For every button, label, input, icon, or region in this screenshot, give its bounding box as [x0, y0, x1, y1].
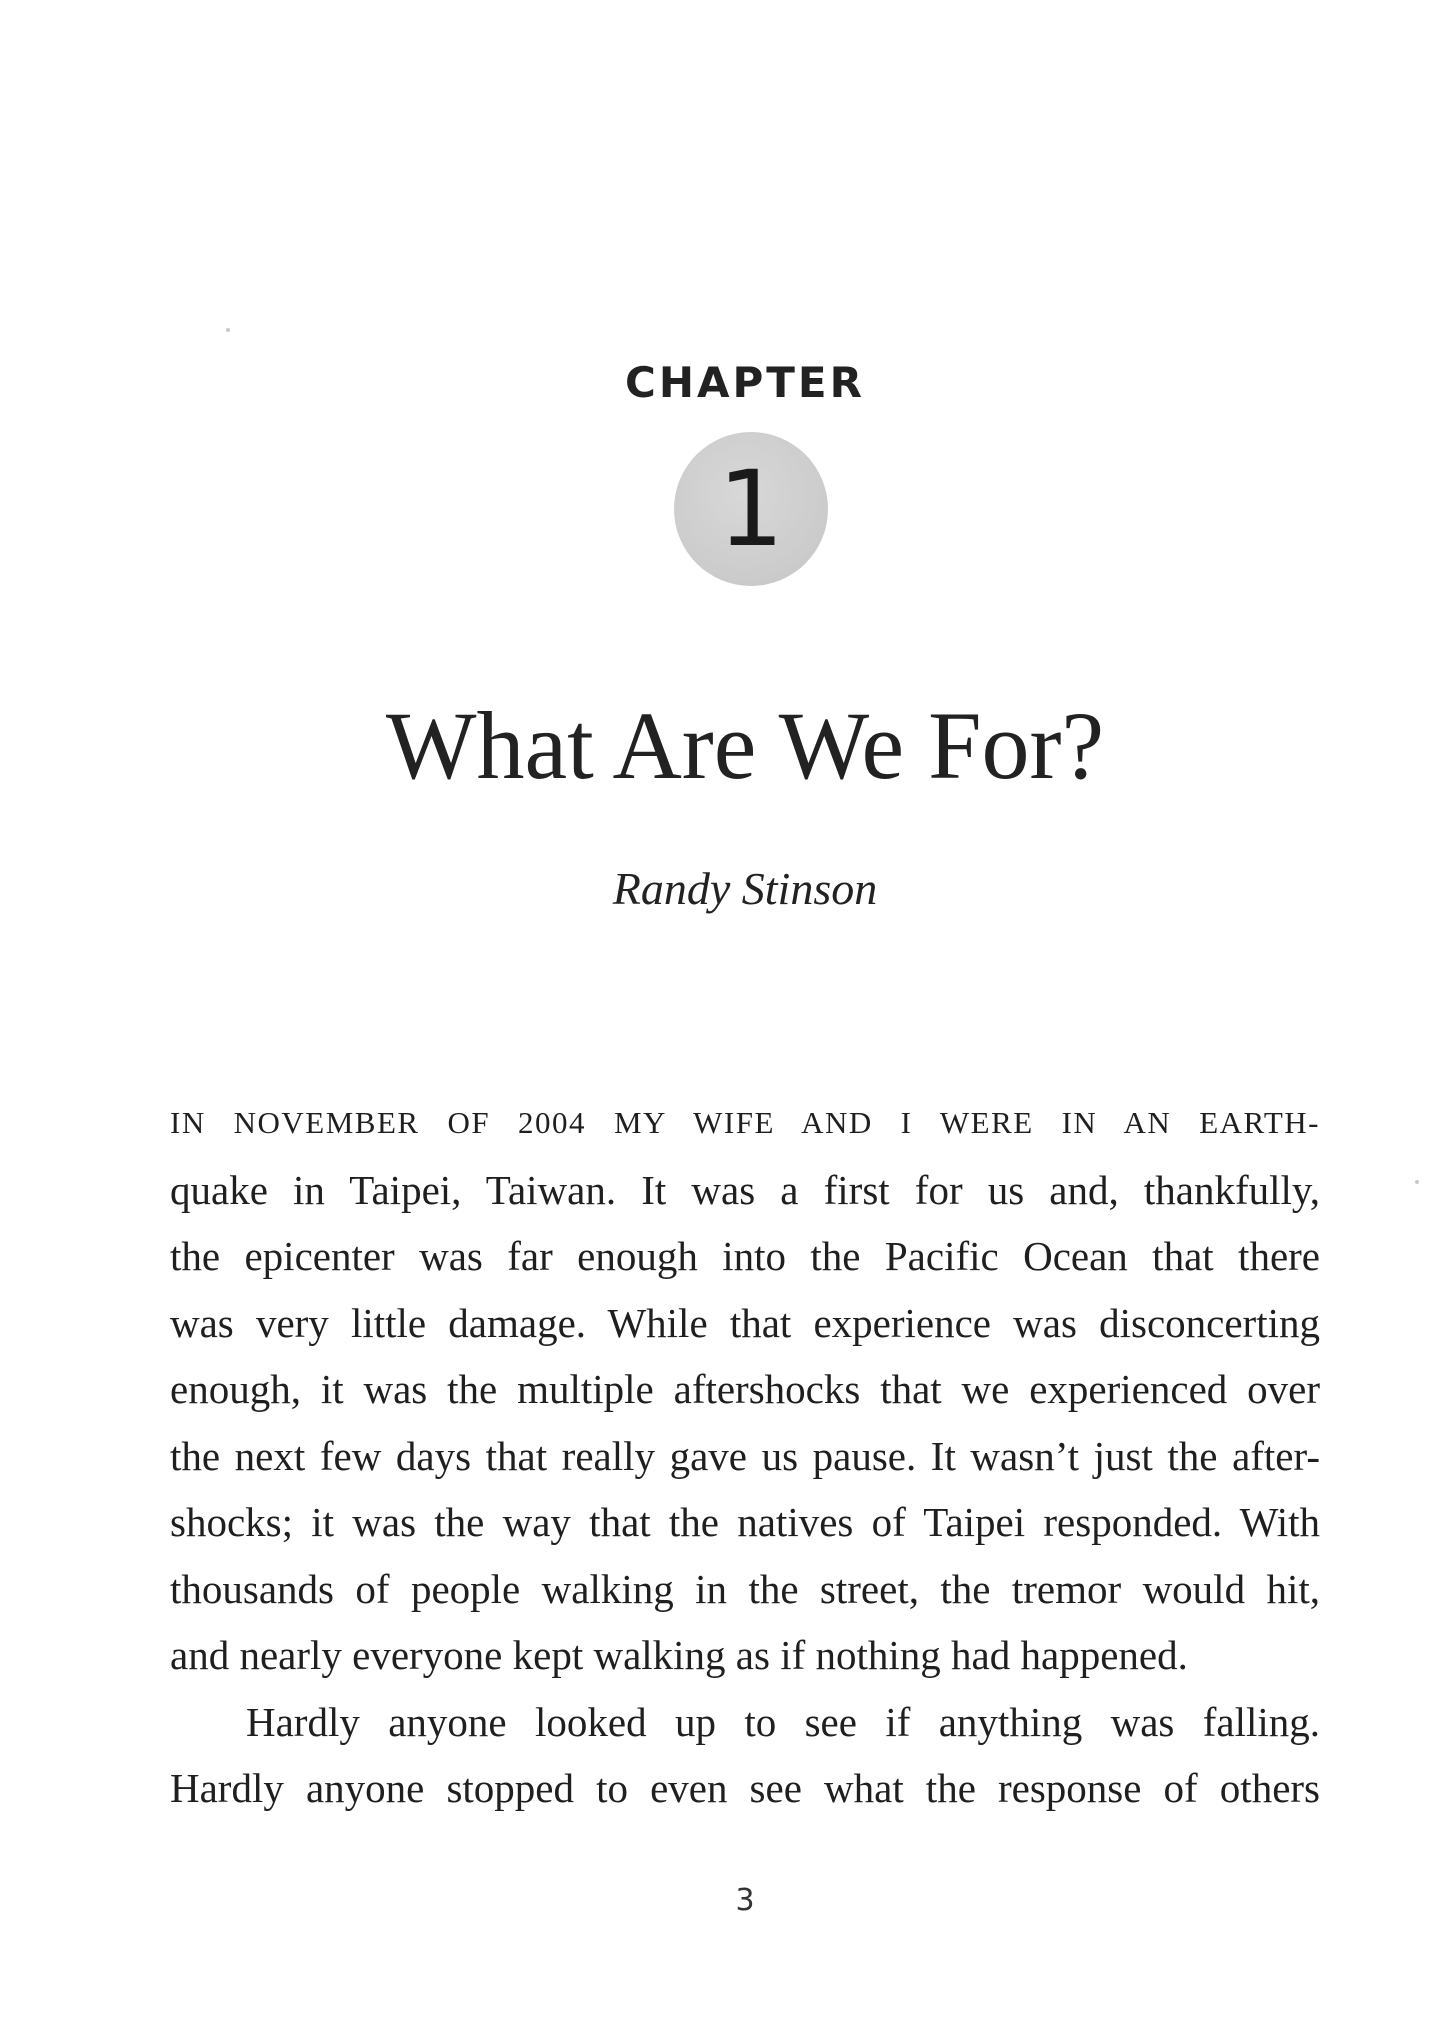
text-line: and nearly everyone kept walking as if nothing had happened.: [170, 1632, 1188, 1678]
text-line: quake in Taipei, Taiwan. It was a first for us and, thankfully,: [170, 1166, 1320, 1213]
text-line: enough, it was the multiple aftershocks that we experienced over: [170, 1366, 1320, 1412]
paragraph: [170, 1689, 1320, 1822]
text-line: thousands of people walking in the street, the tremor would hit,: [170, 1565, 1320, 1612]
text-line: shocks; it was the way that the natives of Taipei responded. With: [170, 1499, 1320, 1545]
text-line: the next few days that really gave us pause. It wasn’t just the after-: [170, 1432, 1320, 1479]
chapter-number: 1: [717, 448, 785, 570]
scan-speck: [226, 328, 230, 332]
text-line: Hardly anyone stopped to even see what the response of others: [170, 1765, 1320, 1811]
chapter-author: Randy Stinson: [612, 863, 878, 914]
text-line: the epicenter was far enough into the Pacific Ocean that there: [170, 1233, 1320, 1279]
paragraph-lead-line: IN NOVEMBER OF 2004 MY WIFE AND I WERE IN AN EARTH-: [170, 1105, 1320, 1140]
text-line: Hardly anyone looked up to see if anything was falling.: [246, 1698, 1320, 1745]
scan-speck: [1415, 1180, 1419, 1184]
chapter-title: What Are We For?: [385, 692, 1105, 799]
page-number: 3: [735, 1883, 755, 1918]
body-text: [170, 1090, 1320, 1822]
text-line: was very little damage. While that experience was disconcerting: [170, 1299, 1320, 1346]
paragraph: [170, 1090, 1320, 1689]
chapter-label: CHAPTER: [625, 358, 865, 407]
